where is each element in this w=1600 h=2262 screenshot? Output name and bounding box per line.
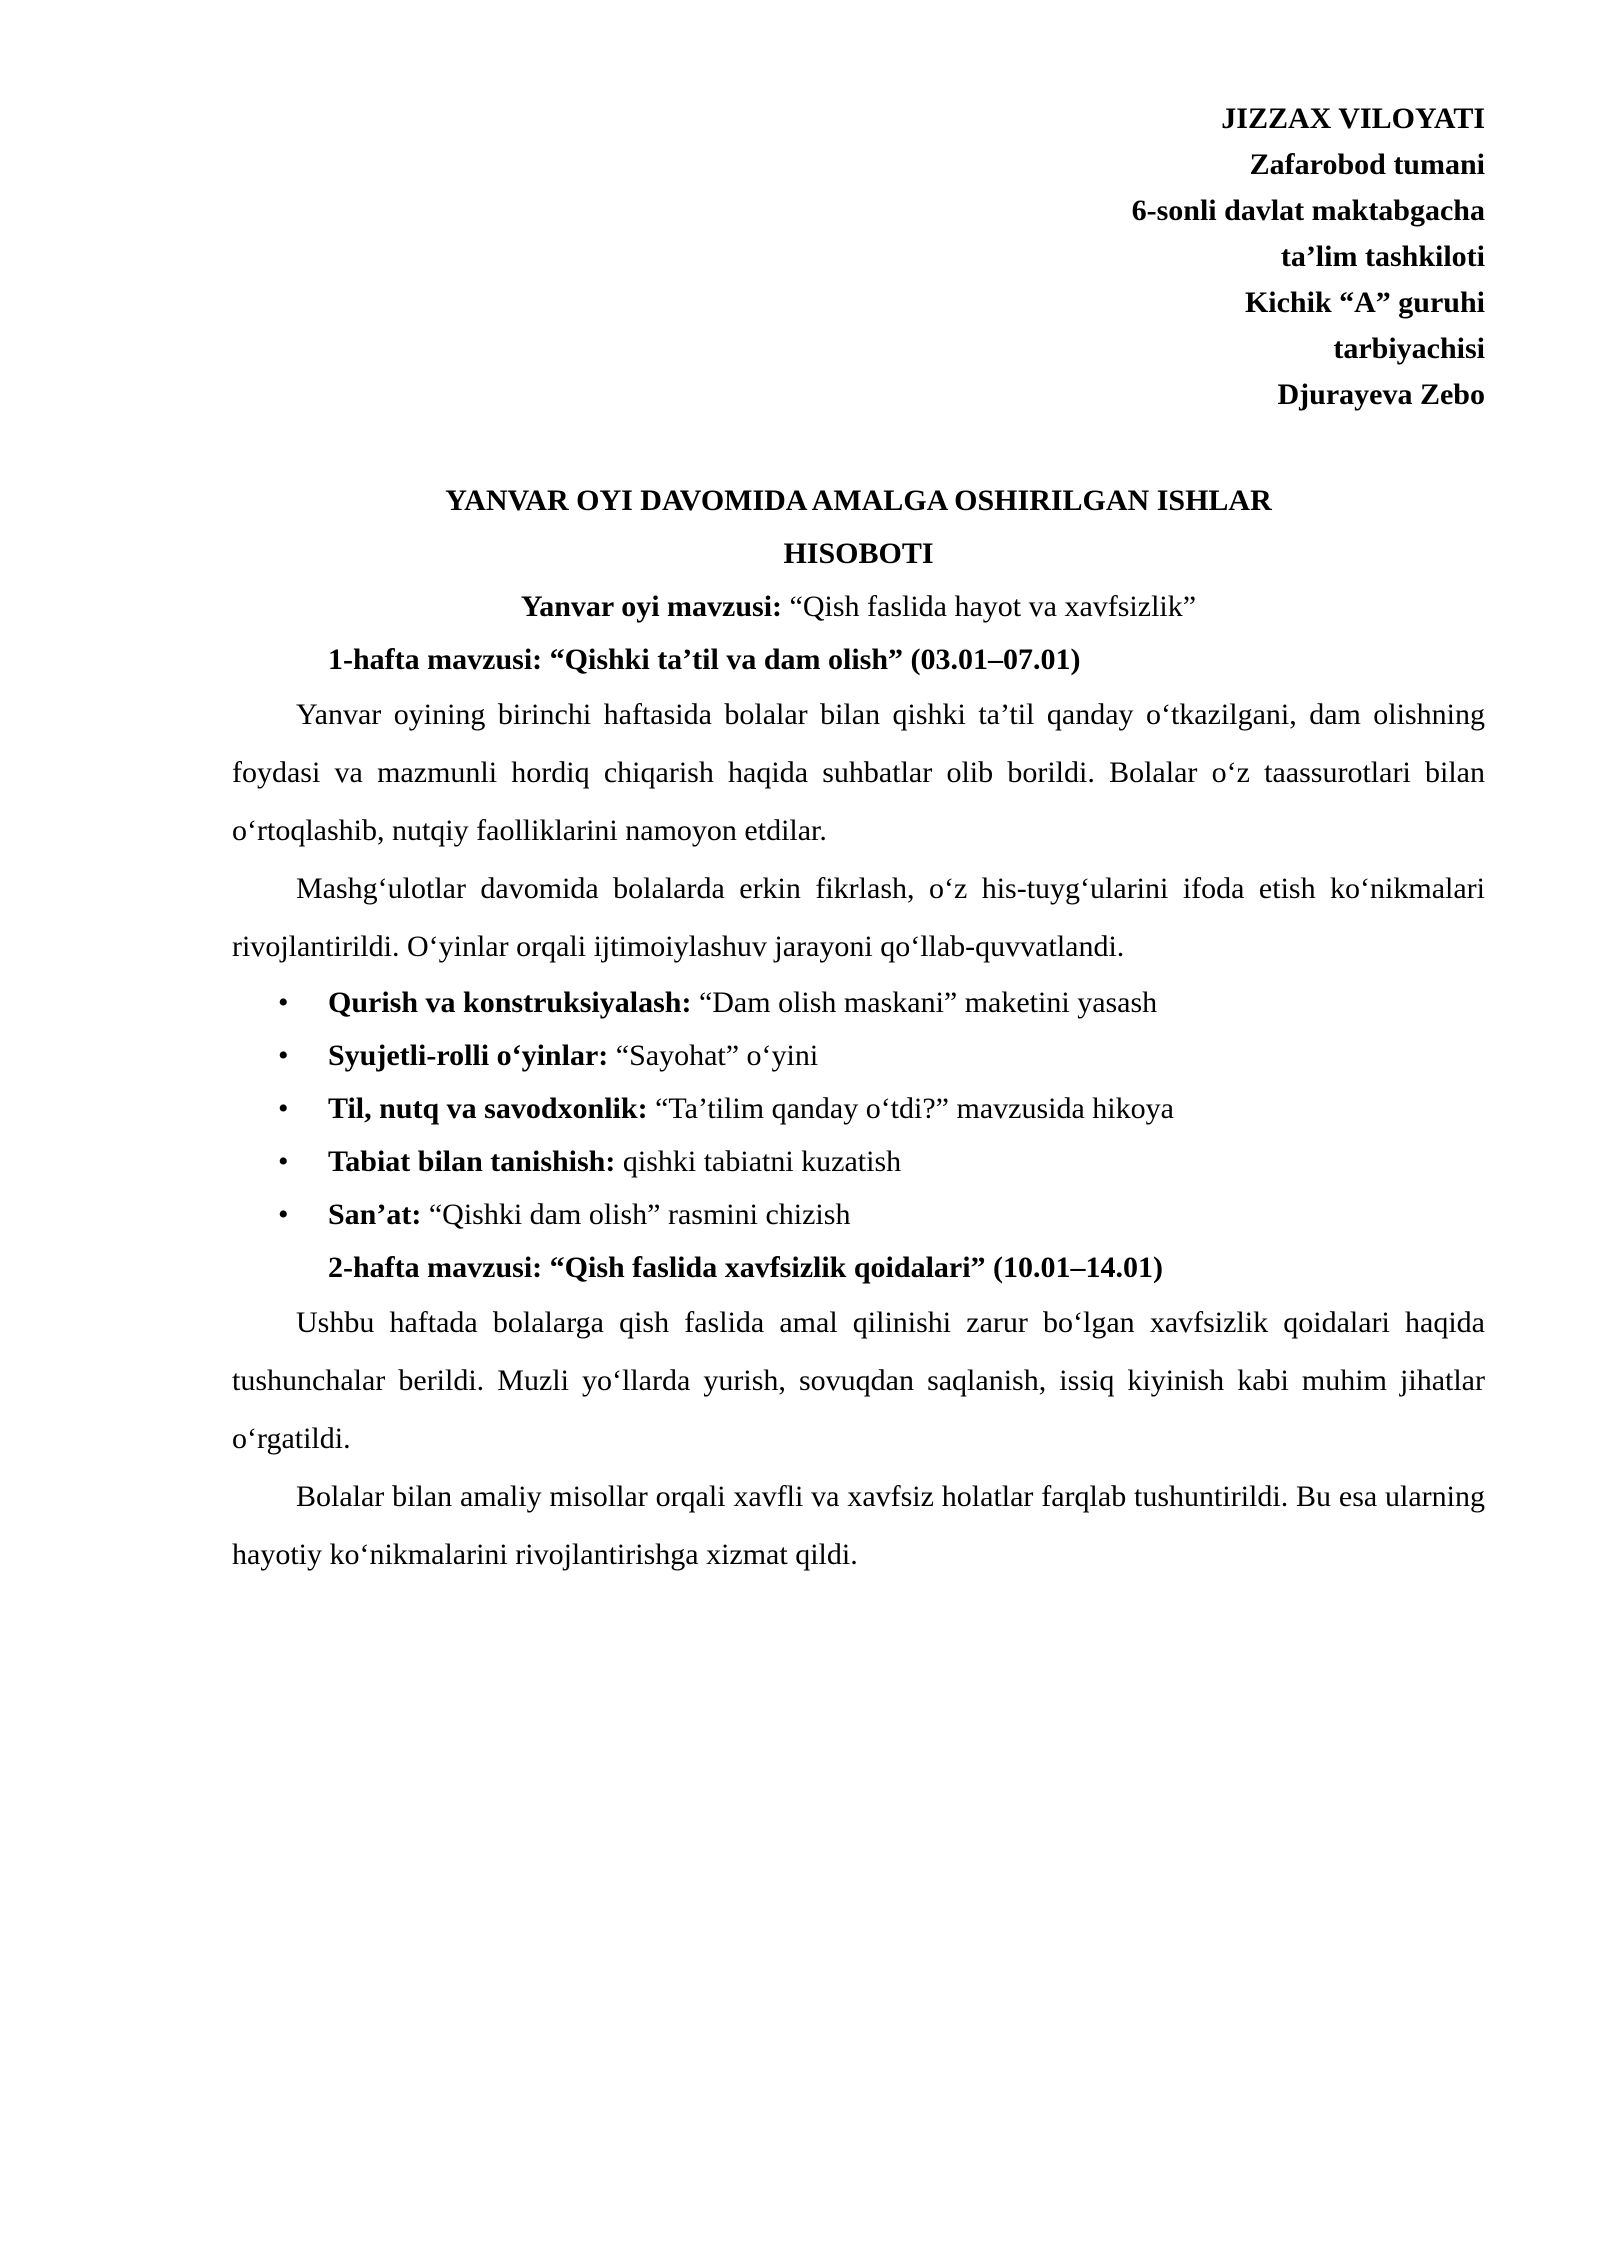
month-theme-value: “Qish faslida hayot va xavfsizlik” bbox=[782, 590, 1197, 623]
activity-label: Syujetli-rolli o‘yinlar: bbox=[328, 1039, 609, 1072]
activity-label: San’at: bbox=[328, 1198, 422, 1231]
letterhead-line-institution-cont: ta’lim tashkiloti bbox=[1280, 240, 1485, 273]
page-title bbox=[232, 474, 1485, 580]
activity-label: Tabiat bilan tanishish: bbox=[328, 1145, 616, 1178]
bullet-icon: • bbox=[278, 1145, 289, 1178]
page-title-line-1: YANVAR OYI DAVOMIDA AMALGA OSHIRILGAN ISHLAR bbox=[445, 484, 1272, 517]
bullet-icon: • bbox=[278, 1039, 289, 1072]
list-item bbox=[232, 1135, 1485, 1188]
page-title-line-2: HISOBOTI bbox=[783, 537, 934, 570]
letterhead-line-institution: 6-sonli davlat maktabgacha bbox=[1131, 194, 1485, 227]
letterhead-line-role: tarbiyachisi bbox=[1333, 332, 1485, 365]
letterhead-block bbox=[232, 96, 1485, 418]
week2-paragraph-1: Ushbu haftada bolalarga qish faslida amal qilinishi zarur bo‘lgan xavfsizlik qoidalari haqida tushunchalar berildi. Muzli yo‘llarda yurish, sovuqdan saqlanish, issiq kiyinish kabi muhim jihatlar o‘rgatildi. bbox=[232, 1306, 1485, 1455]
week2-paragraph-2: Bolalar bilan amaliy misollar orqali xavfli va xavfsiz holatlar farqlab tushuntirildi. Bu esa ularning hayotiy ko‘nikmalarini rivojlantirishga xizmat qildi. bbox=[232, 1480, 1485, 1571]
list-item bbox=[232, 1082, 1485, 1135]
bullet-icon: • bbox=[278, 986, 289, 1019]
activity-detail: “Ta’tilim qanday o‘tdi?” mavzusida hikoya bbox=[647, 1092, 1174, 1125]
activity-detail: “Dam olish maskani” maketini yasash bbox=[691, 986, 1158, 1019]
activity-detail: “Sayohat” o‘yini bbox=[608, 1039, 819, 1072]
list-item bbox=[232, 1188, 1485, 1241]
activity-detail: “Qishki dam olish” rasmini chizish bbox=[421, 1198, 851, 1231]
week1-paragraph-1: Yanvar oyining birinchi haftasida bolalar bilan qishki ta’til qanday o‘tkazilgani, dam olishning foydasi va mazmunli hordiq chiqarish haqida suhbatlar olib borildi. Bolalar o‘z taassurotlari bilan o‘rtoqlashib, nutqiy faolliklarini namoyon etdilar. bbox=[232, 698, 1485, 847]
activity-detail: qishki tabiatni kuzatish bbox=[615, 1145, 902, 1178]
letterhead-line-district: Zafarobod tumani bbox=[1249, 148, 1485, 181]
week2-heading: 2-hafta mavzusi: “Qish faslida xavfsizlik qoidalari” (10.01–14.01) bbox=[328, 1251, 1164, 1284]
activity-label: Qurish va konstruksiyalash: bbox=[328, 986, 692, 1019]
activities-list bbox=[232, 976, 1485, 1241]
month-theme-line bbox=[232, 580, 1485, 633]
week1-paragraph-2: Mashg‘ulotlar davomida bolalarda erkin fikrlash, o‘z his-tuyg‘ularini ifoda etish ko‘nikmalari rivojlantirildi. O‘yinlar orqali ijtimoiylashuv jarayoni qo‘llab-quvvatlandi. bbox=[232, 872, 1485, 963]
bullet-icon: • bbox=[278, 1092, 289, 1125]
month-theme-label: Yanvar oyi mavzusi: bbox=[520, 590, 783, 623]
bullet-icon: • bbox=[278, 1198, 289, 1231]
letterhead-spacer bbox=[232, 418, 1485, 474]
document-content bbox=[232, 96, 1485, 1584]
letterhead-line-group: Kichik “A” guruhi bbox=[1244, 286, 1485, 319]
letterhead-line-region: JIZZAX VILOYATI bbox=[1221, 102, 1485, 135]
list-item bbox=[232, 1029, 1485, 1082]
list-item bbox=[232, 976, 1485, 1029]
week1-heading: 1-hafta mavzusi: “Qishki ta’til va dam olish” (03.01–07.01) bbox=[328, 643, 1081, 676]
activity-label: Til, nutq va savodxonlik: bbox=[328, 1092, 648, 1125]
letterhead-line-author: Djurayeva Zebo bbox=[1277, 378, 1485, 411]
